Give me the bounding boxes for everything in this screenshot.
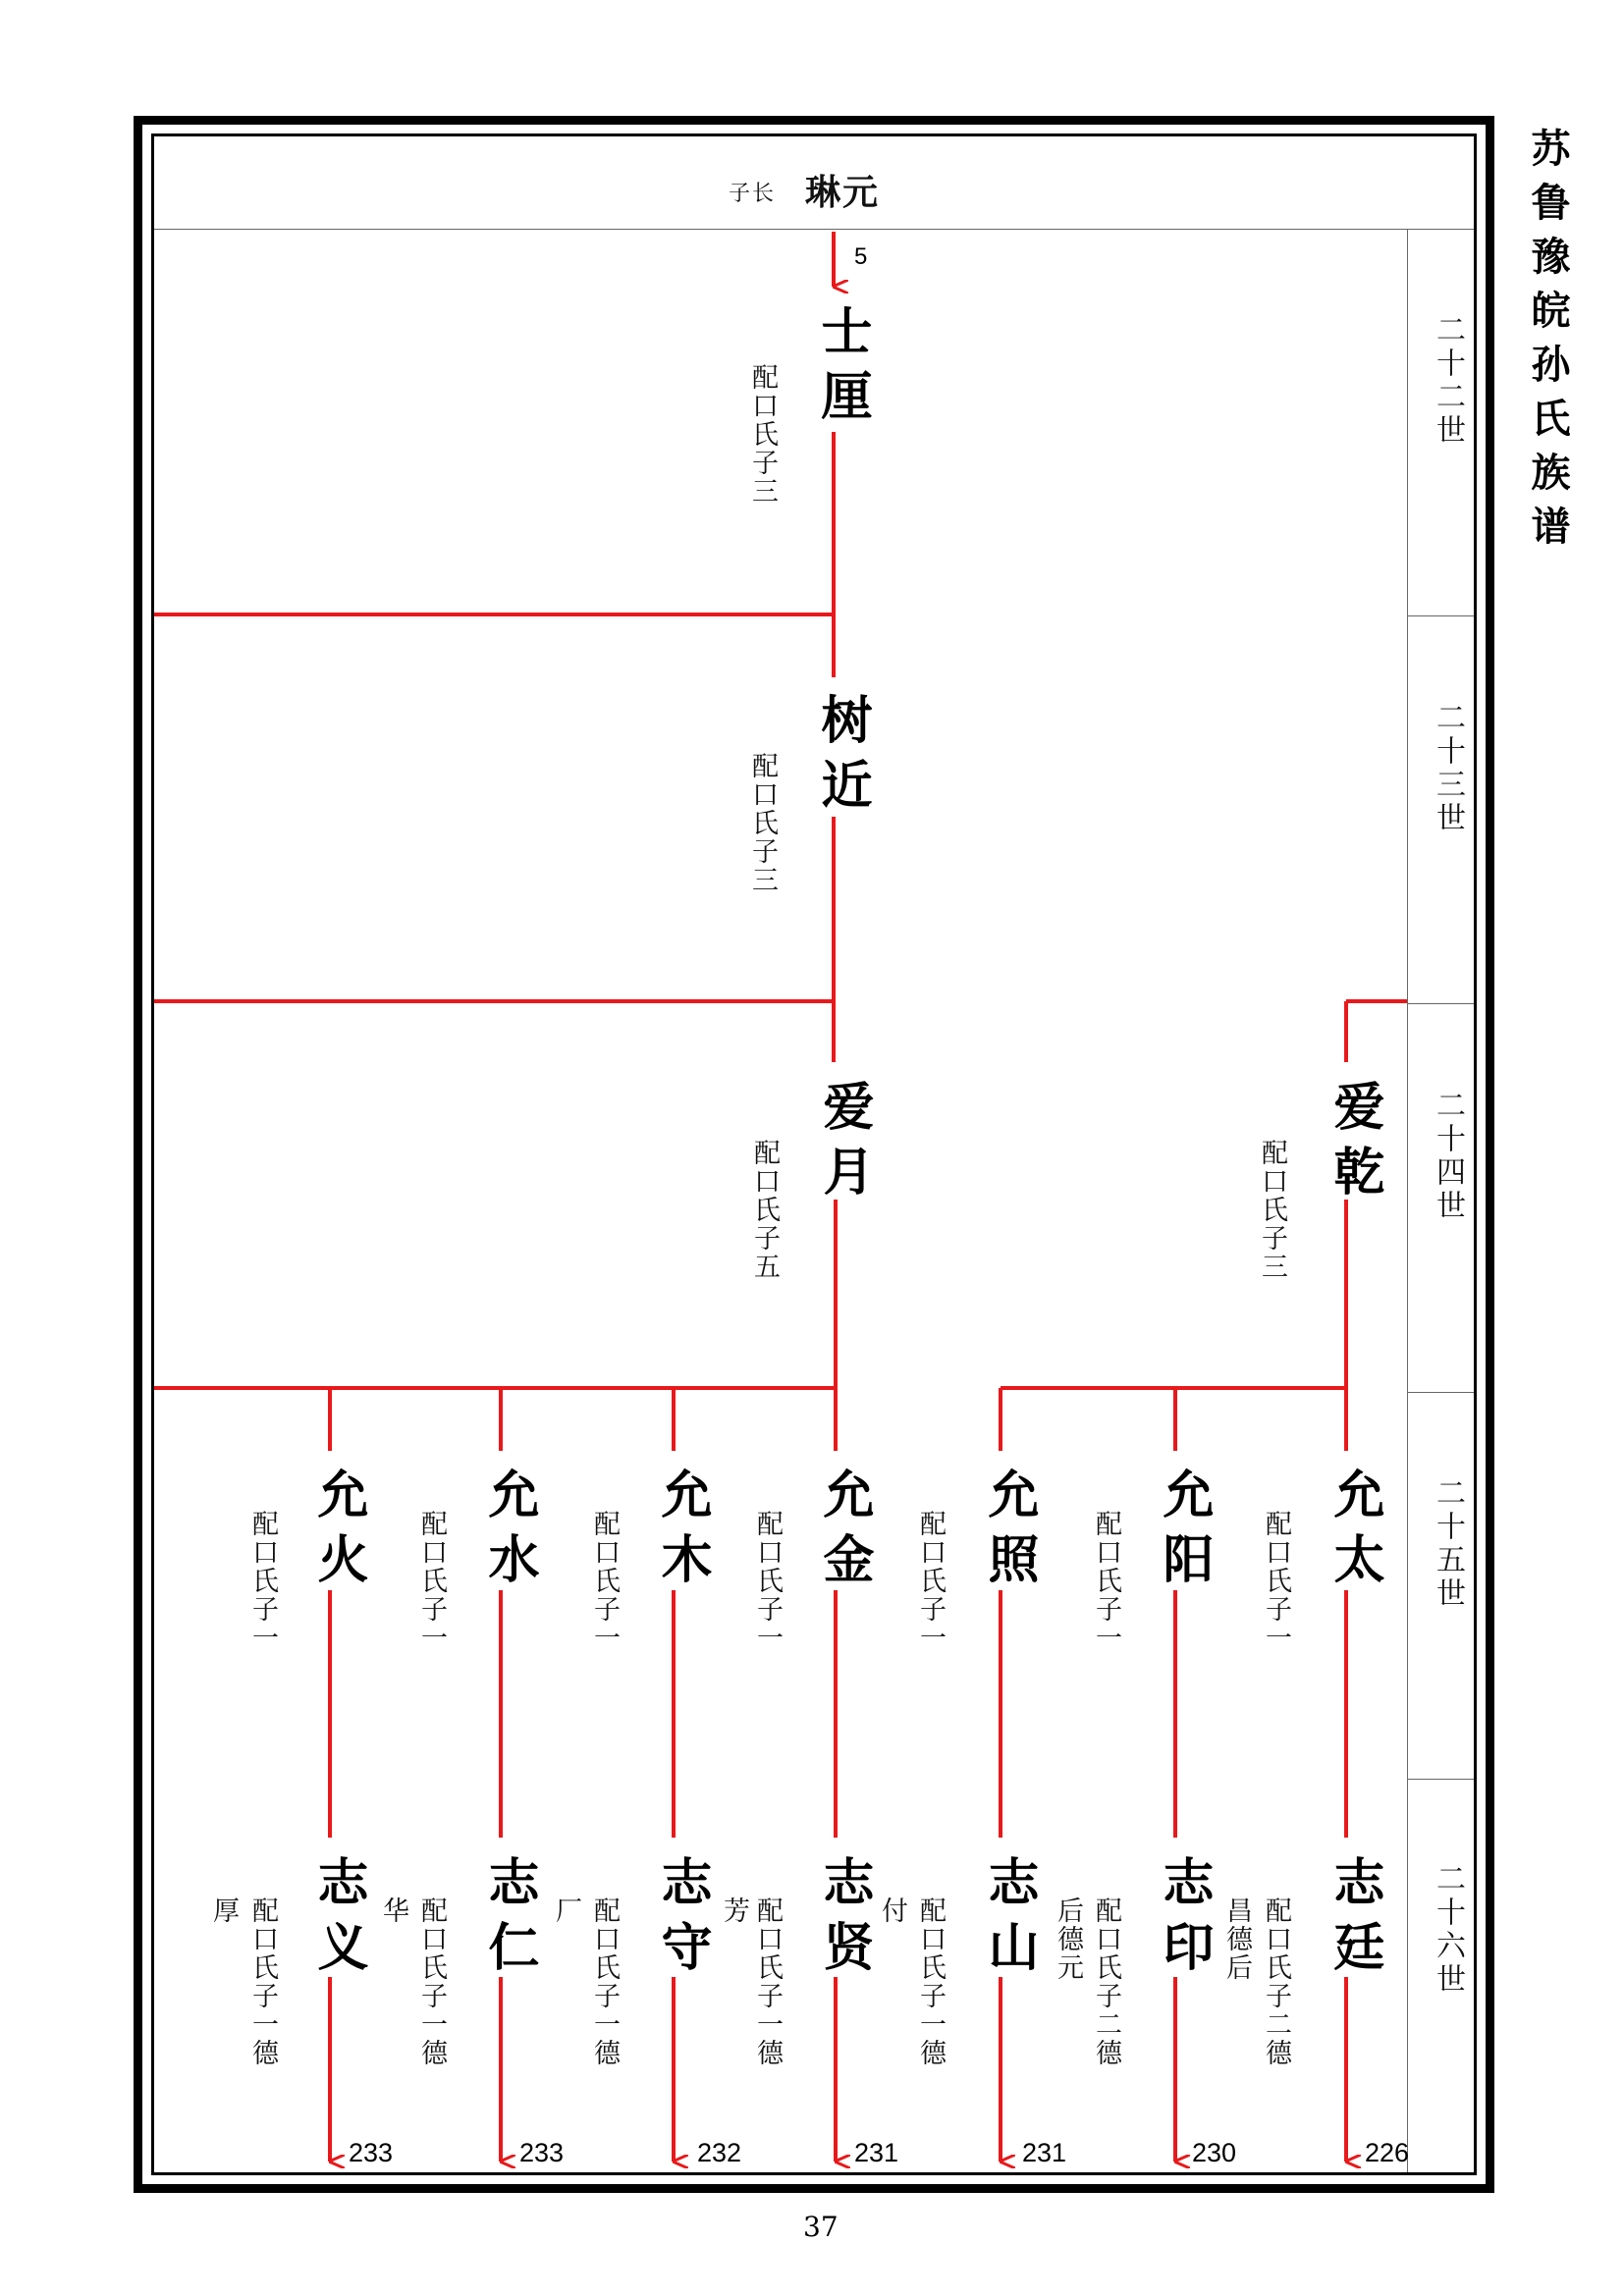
header-label: 子长 <box>729 182 777 206</box>
person-name-yunhuo: 允火 <box>308 1468 368 1597</box>
person-note-zhiyi: 配口氏子一德 <box>247 1896 278 2067</box>
page-ref-zhishou: 232 <box>697 2138 742 2167</box>
person-note-yunshui: 配口氏子一 <box>416 1510 447 1652</box>
person-note-zhixian: 配口氏子一德 <box>752 1896 783 2067</box>
person-name-shili: 士厘 <box>812 304 872 434</box>
person-note2-zhiren: 华 <box>378 1896 408 1925</box>
person-note-zhiting: 配口氏子二德 <box>1261 1896 1291 2067</box>
page-ref-zhiting: 226 <box>1365 2138 1410 2167</box>
generation-label-25: 二十五世 <box>1431 1477 1465 1611</box>
person-name-yunjin: 允金 <box>814 1468 874 1597</box>
person-note-shujin: 配口氏子三 <box>747 752 778 894</box>
person-note-zhiren: 配口氏子一德 <box>416 1896 447 2067</box>
person-name-zhiting: 志廷 <box>1325 1855 1384 1985</box>
person-note2-zhiyi: 厚 <box>208 1896 239 1925</box>
person-note2-zhiting: 昌德后 <box>1221 1896 1252 1982</box>
person-name-aiqian: 爱乾 <box>1325 1080 1384 1209</box>
person-name-yunmu: 允木 <box>652 1468 712 1597</box>
generation-label-22: 二十二世 <box>1431 314 1465 448</box>
person-name-zhiren: 志仁 <box>479 1855 539 1985</box>
person-name-zhiyi: 志义 <box>308 1855 368 1985</box>
person-note2-zhishan: 付 <box>877 1896 907 1925</box>
person-name-shujin: 树近 <box>812 693 872 823</box>
person-note2-zhixian: 芳 <box>719 1896 749 1925</box>
person-note-aiqian: 配口氏子三 <box>1257 1139 1287 1281</box>
person-name-yunzhao: 允照 <box>979 1468 1039 1597</box>
person-name-zhishan: 志山 <box>979 1855 1039 1985</box>
person-note-yunzhao: 配口氏子一 <box>915 1510 946 1652</box>
person-note-yunhuo: 配口氏子一 <box>247 1510 278 1652</box>
person-note-zhishou: 配口氏子一德 <box>589 1896 620 2067</box>
page-ref-zhiren: 233 <box>519 2138 565 2167</box>
page-ref-zhiyin: 230 <box>1192 2138 1237 2167</box>
person-note-yunmu: 配口氏子一 <box>589 1510 620 1652</box>
person-name-zhiyin: 志印 <box>1154 1855 1214 1985</box>
person-name-yuntai: 允太 <box>1325 1468 1384 1597</box>
person-name-aiyue: 爱月 <box>814 1080 874 1209</box>
person-note2-zhishou: 厂 <box>551 1896 581 1925</box>
person-name-yunyang: 允阳 <box>1154 1468 1214 1597</box>
generation-label-24: 二十四世 <box>1431 1090 1465 1223</box>
page-number: 37 <box>803 2211 839 2243</box>
page-ref-zhiyi: 233 <box>349 2138 394 2167</box>
person-note-shili: 配口氏子三 <box>747 363 778 506</box>
side-title: 苏鲁豫皖孙氏族谱 <box>1525 128 1571 560</box>
person-note-zhishan: 配口氏子一德 <box>915 1896 946 2067</box>
generation-label-23: 二十三世 <box>1431 702 1465 835</box>
person-note-zhiyin: 配口氏子二德 <box>1091 1896 1121 2067</box>
person-note-yunyang: 配口氏子一 <box>1091 1510 1121 1652</box>
page-ref-zhishan: 231 <box>1022 2138 1067 2167</box>
page-ref-zhixian: 231 <box>854 2138 899 2167</box>
person-name-zhixian: 志贤 <box>814 1855 874 1985</box>
person-note-yuntai: 配口氏子一 <box>1261 1510 1291 1652</box>
person-name-zhishou: 志守 <box>652 1855 712 1985</box>
person-note-yunjin: 配口氏子一 <box>752 1510 783 1652</box>
person-note2-zhiyin: 后德元 <box>1053 1896 1083 1982</box>
person-name-yunshui: 允水 <box>479 1468 539 1597</box>
header-name: 琳元 <box>805 172 881 213</box>
person-note-aiyue: 配口氏子五 <box>749 1139 780 1281</box>
generation-label-26: 二十六世 <box>1431 1863 1465 1997</box>
header-ref: 5 <box>854 243 868 270</box>
